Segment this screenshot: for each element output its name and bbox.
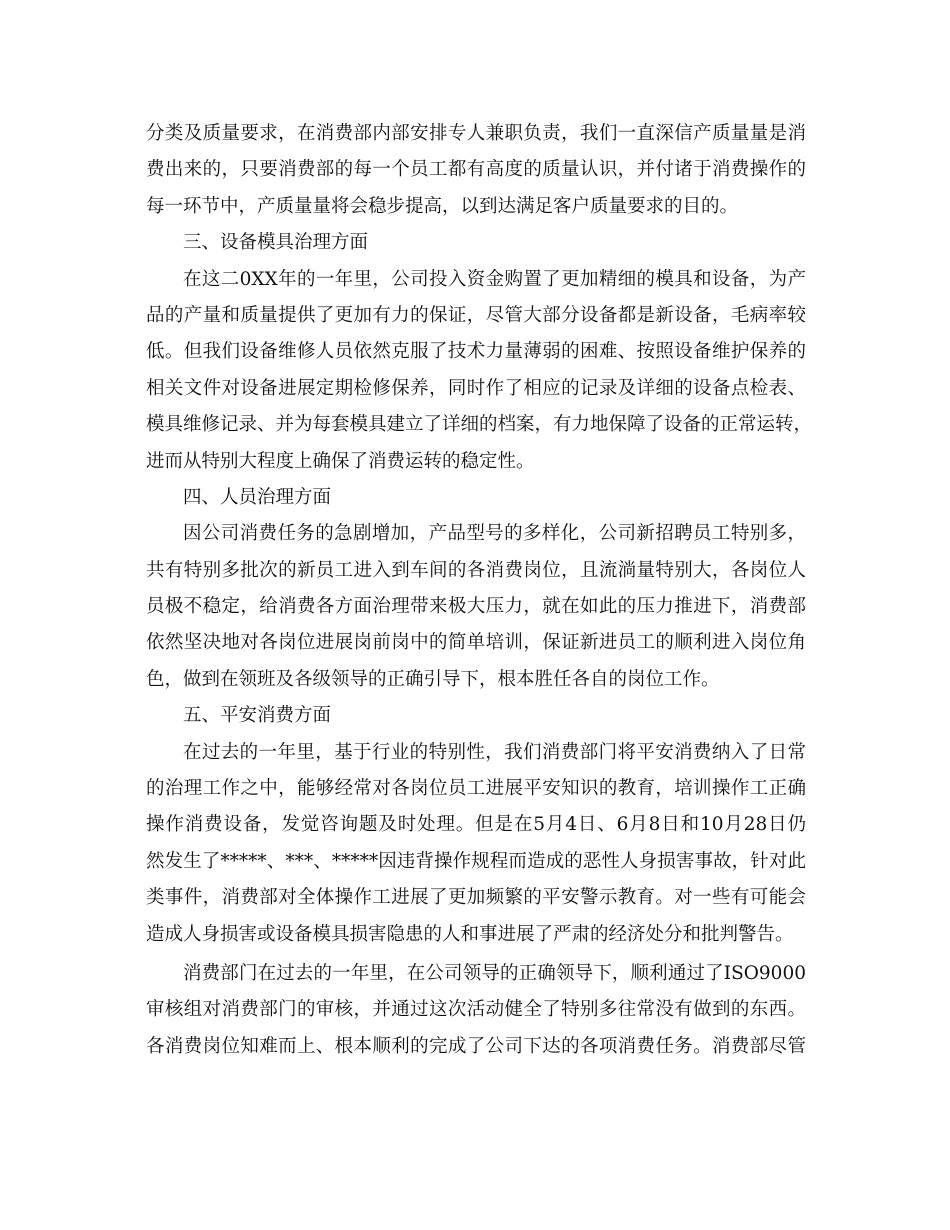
body-line: 进而从特别大程度上确保了消费运转的稳定性。 xyxy=(146,450,535,472)
body-line: 费出来的，只要消费部的每一个员工都有高度的质量认识，并付诸于消费操作的 xyxy=(146,159,806,181)
section-heading: 四、人员治理方面 xyxy=(183,486,332,508)
body-line: 分类及质量要求，在消费部内部安排专人兼职负责，我们一直深信产质量量是消 xyxy=(146,123,806,144)
body-line: 依然坚决地对各岗位进展岗前岗中的简单培训，保证新进员工的顺利进入岗位角 xyxy=(146,632,806,654)
body-line: 每一环节中，产质量量将会稳步提高，以到达满足客户质量要求的目的。 xyxy=(146,195,739,217)
body-line: 类事件，消费部对全体操作工进展了更加频繁的平安警示教育。对一些有可能会 xyxy=(146,887,806,909)
body-line: 的治理工作之中，能够经常对各岗位员工进展平安知识的教育，培训操作工正确 xyxy=(146,778,806,800)
body-line: 消费部门在过去的一年里，在公司领导的正确领导下，顺利通过了ISO9000 xyxy=(183,962,806,984)
body-line: 品的产量和质量提供了更加有力的保证，尽管大部分设备都是新设备，毛病率较 xyxy=(146,304,806,326)
body-line: 共有特别多批次的新员工进入到车间的各消费岗位，且流淌量特别大，各岗位人 xyxy=(146,559,806,581)
body-line: 色，做到在领班及各级领导的正确引导下，根本胜任各自的岗位工作。 xyxy=(146,668,720,690)
body-line: 审核组对消费部门的审核，并通过这次活动健全了特别多往常没有做到的东西。 xyxy=(146,999,806,1021)
body-line: 相关文件对设备进展定期检修保养，同时作了相应的记录及详细的设备点检表、 xyxy=(146,377,806,399)
section-heading: 五、平安消费方面 xyxy=(183,705,332,727)
body-line: 在过去的一年里，基于行业的特别性，我们消费部门将平安消费纳入了日常 xyxy=(183,741,806,763)
body-line: 员极不稳定，给消费各方面治理带来极大压力，就在如此的压力推进下，消费部 xyxy=(146,596,806,618)
body-line: 造成人身损害或设备模具损害隐患的人和事进展了严肃的经济处分和批判警告。 xyxy=(146,923,794,945)
document-body xyxy=(146,116,813,1065)
body-line: 操作消费设备，发觉咨询题及时处理。但是在5月4日、6月8日和10月28日仍 xyxy=(146,814,806,836)
section-heading: 三、设备模具治理方面 xyxy=(183,232,369,254)
body-line: 模具维修记录、并为每套模具建立了详细的档案，有力地保障了设备的正常运转， xyxy=(146,414,813,436)
body-line: 低。但我们设备维修人员依然克服了技术力量薄弱的困难、按照设备维护保养的 xyxy=(146,341,806,363)
body-line: 因公司消费任务的急剧增加，产品型号的多样化，公司新招聘员工特别多， xyxy=(183,523,806,545)
body-line: 然发生了*****、***、*****因违背操作规程而造成的恶性人身损害事故，针对此 xyxy=(146,850,806,872)
body-line: 各消费岗位知难而上、根本顺利的完成了公司下达的各项消费任务。消费部尽管 xyxy=(146,1035,806,1057)
body-line: 在这二0XX年的一年里，公司投入资金购置了更加精细的模具和设备，为产 xyxy=(183,268,806,290)
